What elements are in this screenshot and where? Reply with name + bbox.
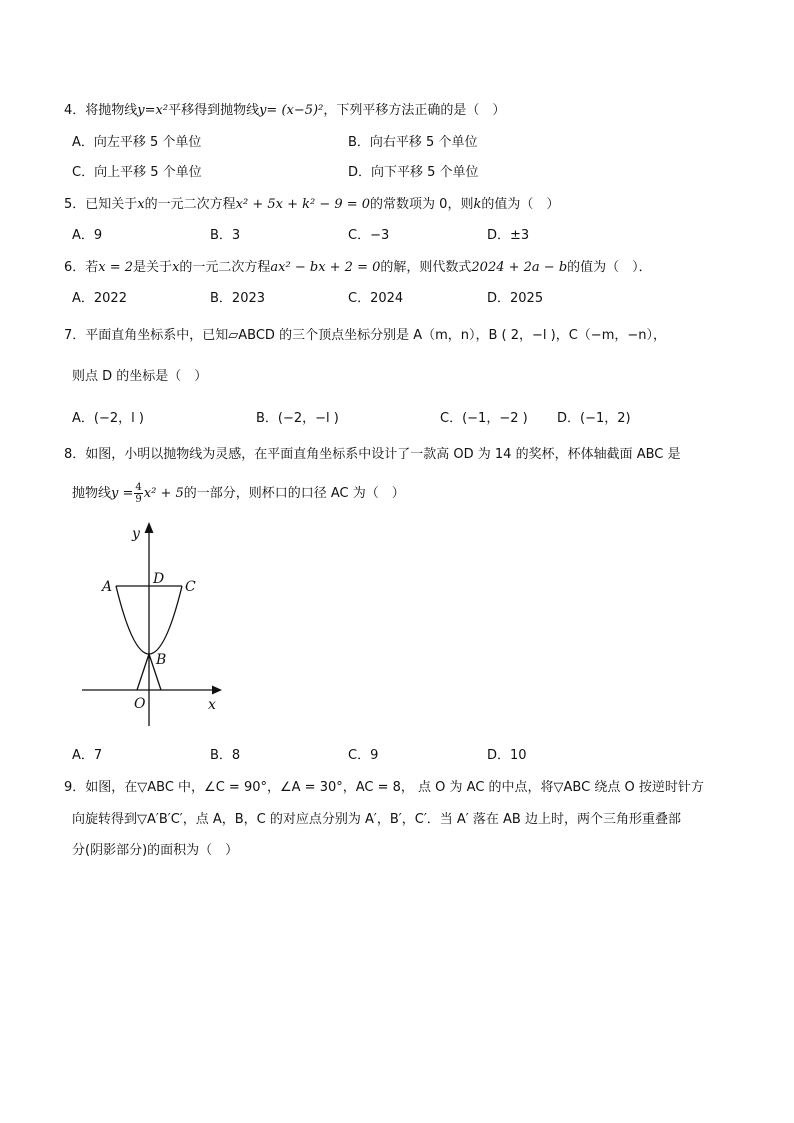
q6-option-c[interactable]: C．2024 (348, 291, 404, 306)
q7-stem-line1: 7．平面直角坐标系中，已知▱ABCD 的三个顶点坐标分别是 A（m，n），B ( 2，−l )，C（−m，−n）， (64, 328, 666, 343)
q5-stem: 5．已知关于x的一元二次方程x² + 5x + k² − 9 = 0的常数项为 0，则k的值为（ ） (64, 197, 560, 212)
q7-option-b[interactable]: B．(−2，−l ) (256, 411, 339, 426)
label-d: D (153, 571, 165, 587)
q5-option-b[interactable]: B．3 (210, 228, 241, 243)
q4-formula-1: y=x² (137, 103, 169, 118)
q6-equation: ax² − bx + 2 = 0 (270, 260, 381, 275)
q6-expression: 2024 + 2a − b (471, 260, 568, 275)
x-axis-arrow (212, 686, 222, 695)
q4-option-c[interactable]: C．向上平移 5 个单位 (72, 165, 202, 180)
q4-stem: 4．将抛物线y=x²平移得到抛物线y= (x−5)²，下列平移方法正确的是（ ） (64, 103, 506, 118)
label-c: C (185, 579, 196, 595)
q6-stem: 6．若x = 2是关于x的一元二次方程ax² − bx + 2 = 0的解，则代数式2024 + 2a − b的值为（ ）． (64, 260, 652, 275)
q5-option-d[interactable]: D．±3 (487, 228, 530, 243)
q7-option-a[interactable]: A．(−2，l ) (72, 411, 144, 426)
label-o: O (134, 696, 146, 712)
q4-option-b[interactable]: B．向右平移 5 个单位 (348, 135, 478, 150)
q4-formula-2: y= (x−5)² (259, 103, 324, 118)
q8-trophy-figure (70, 516, 240, 731)
q8-option-a[interactable]: A．7 (72, 748, 103, 763)
q8-fraction: $\frac{4}{9}$ (135, 482, 142, 505)
q5-option-a[interactable]: A．9 (72, 228, 103, 243)
trophy-stem-left (137, 654, 149, 690)
q6-option-b[interactable]: B．2023 (210, 291, 266, 306)
q9-stem-line1: 9．如图，在▽ABC 中，∠C = 90°，∠A = 30°，AC = 8， 点 O 为 AC 的中点，将▽ABC 绕点 O 按逆时针方 (64, 780, 704, 795)
label-y: y (132, 526, 140, 542)
q8-option-c[interactable]: C．9 (348, 748, 379, 763)
q6-option-a[interactable]: A．2022 (72, 291, 127, 306)
q8-option-d[interactable]: D．10 (487, 748, 527, 763)
q8-stem-line2: 抛物线y = $\frac{4}{9}$ x² + 5的一部分，则杯口的口径 AC 为（ ） (72, 482, 405, 505)
q5-option-c[interactable]: C．−3 (348, 228, 390, 243)
q5-equation: x² + 5x + k² − 9 = 0 (235, 197, 371, 212)
y-axis-arrow (145, 522, 154, 533)
q9-stem-line3: 分(阴影部分)的面积为（ ） (72, 843, 239, 858)
q6-option-d[interactable]: D．2025 (487, 291, 544, 306)
q9-stem-line2: 向旋转得到▽A′B′C′，点 A，B，C 的对应点分别为 A′，B′，C′．当 A′ 落在 AB 边上时，两个三角形重叠部 (72, 812, 681, 827)
q7-stem-line2: 则点 D 的坐标是（ ） (72, 369, 208, 384)
q4-option-a[interactable]: A．向左平移 5 个单位 (72, 135, 202, 150)
q8-stem-line1: 8．如图，小明以抛物线为灵感，在平面直角坐标系中设计了一款高 OD 为 14 的奖杯，杯体轴截面 ABC 是 (64, 447, 681, 462)
q7-option-d[interactable]: D．(−1，2) (557, 411, 631, 426)
q7-option-c[interactable]: C．(−1，−2 ) (440, 411, 528, 426)
q4-option-d[interactable]: D．向下平移 5 个单位 (348, 165, 479, 180)
q8-option-b[interactable]: B．8 (210, 748, 241, 763)
label-x: x (208, 697, 216, 713)
label-a: A (102, 579, 113, 595)
label-b: B (156, 652, 167, 668)
